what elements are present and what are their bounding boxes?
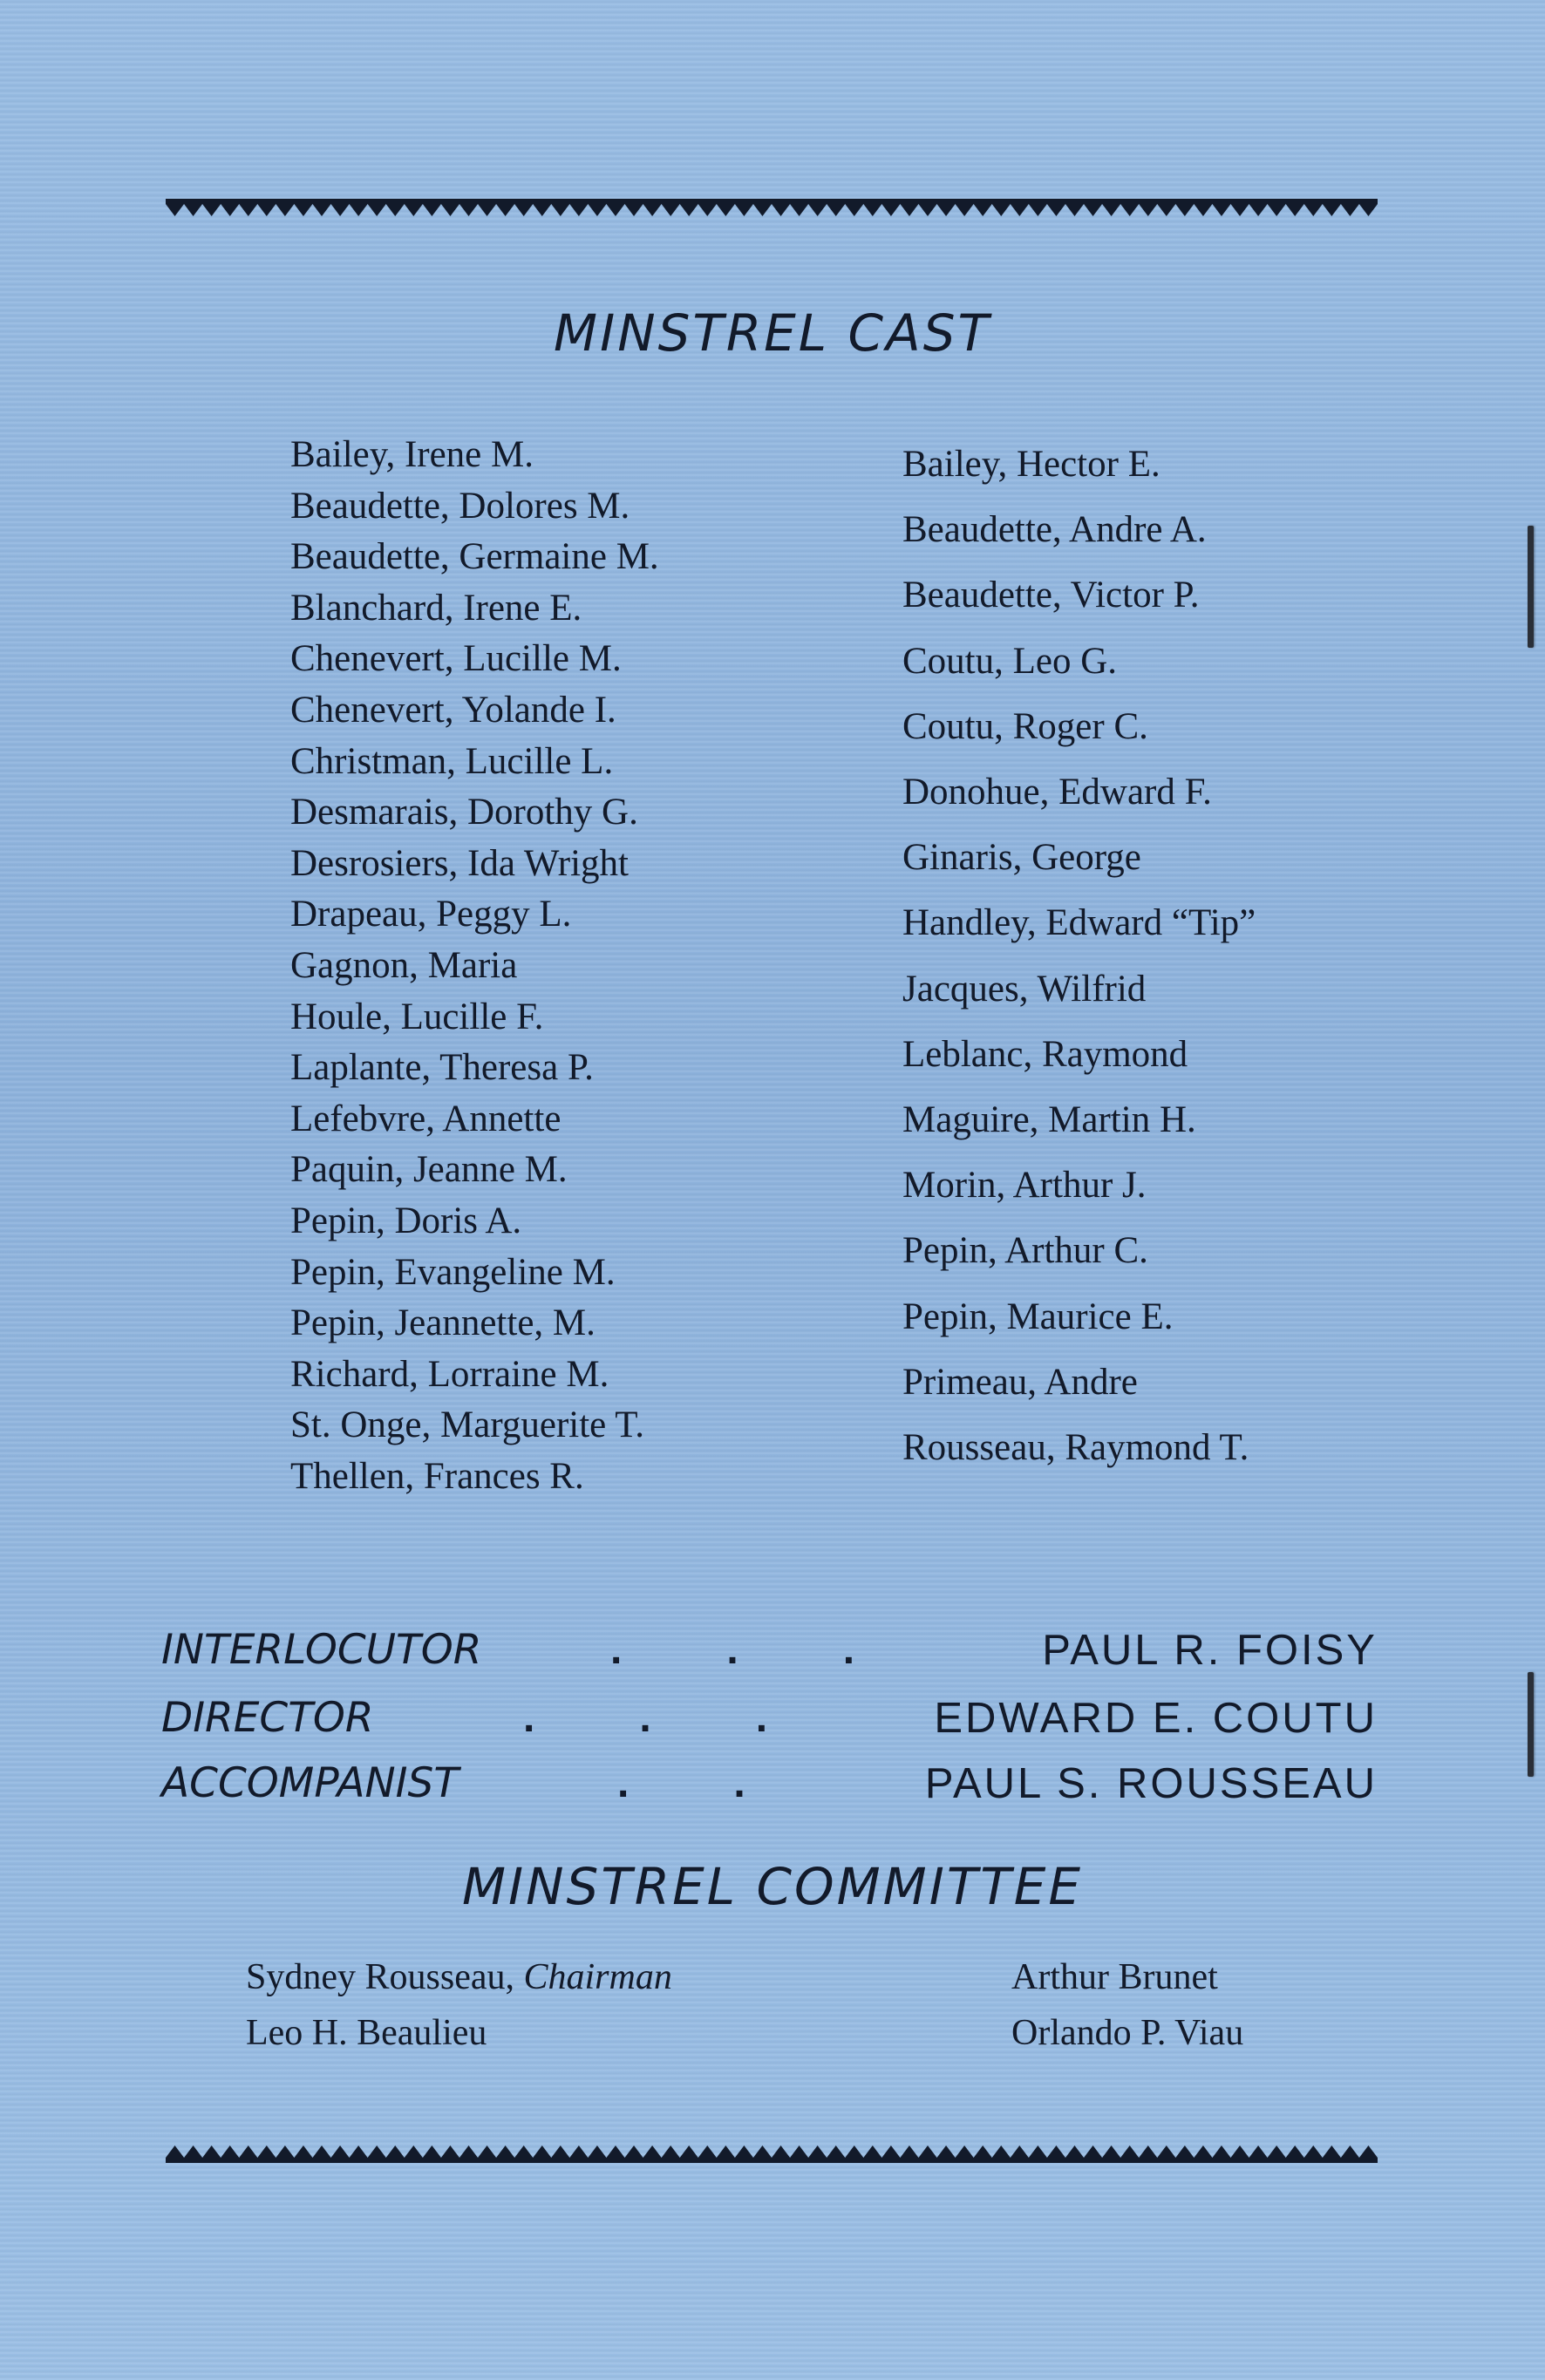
committee-chairman [246, 1949, 672, 2005]
cast-member: Maguire, Martin H. [902, 1099, 1196, 1141]
cast-member: Bailey, Hector E. [902, 444, 1160, 485]
committee-member: Leo H. Beaulieu [246, 2013, 487, 2053]
chairman-title: Chairman [523, 1957, 672, 1997]
cast-member: Desrosiers, Ida Wright [290, 842, 629, 884]
cast-member: Handley, Edward “Tip” [902, 902, 1256, 944]
chairman-name: Sydney Rousseau, [246, 1957, 514, 1997]
cast-member: Beaudette, Germaine M. [290, 536, 659, 578]
cast-list-right [902, 432, 1256, 1480]
cast-member: Morin, Arthur J. [902, 1165, 1147, 1207]
cast-member: Primeau, Andre [902, 1361, 1138, 1403]
cast-member: Donohue, Edward F. [902, 772, 1212, 813]
cast-member: Desmarais, Dorothy G. [290, 792, 638, 833]
accompanist-label: ACCOMPANIST [161, 1759, 459, 1807]
cast-member: Blanchard, Irene E. [290, 587, 582, 629]
cast-member: Coutu, Roger C. [902, 705, 1148, 747]
committee-list-right [1011, 1949, 1243, 2061]
minstrel-committee-title: MINSTREL COMMITTEE [462, 1857, 1083, 1916]
cast-member: Richard, Lorraine M. [290, 1353, 609, 1395]
cast-member: Coutu, Leo G. [902, 640, 1118, 682]
cast-member: Gagnon, Maria [290, 944, 518, 986]
cast-member: Chenevert, Lucille M. [290, 638, 622, 680]
cast-member: Laplante, Theresa P. [290, 1047, 594, 1089]
committee-member: Arthur Brunet [1011, 1957, 1218, 1997]
director-name: EDWARD E. COUTU [934, 1695, 1378, 1742]
cast-member: Lefebvre, Annette [290, 1098, 562, 1139]
cast-member: Rousseau, Raymond T. [902, 1427, 1249, 1469]
cast-member: Beaudette, Victor P. [902, 575, 1200, 616]
bottom-ornamental-border [166, 2142, 1378, 2163]
cast-member: Jacques, Wilfrid [902, 968, 1147, 1010]
leader-dots: . . . [523, 1695, 768, 1741]
cast-member: Houle, Lucille F. [290, 996, 544, 1037]
cast-member: Pepin, Evangeline M. [290, 1251, 616, 1293]
interlocutor-row [0, 1626, 1545, 1687]
committee-member: Orlando P. Viau [1011, 2013, 1244, 2053]
top-ornamental-border [166, 199, 1378, 220]
accompanist-name: PAUL S. ROUSSEAU [924, 1760, 1378, 1807]
director-label: DIRECTOR [161, 1694, 374, 1742]
cast-member: Leblanc, Raymond [902, 1033, 1188, 1075]
cast-member: Beaudette, Andre A. [902, 509, 1207, 551]
cast-member: Christman, Lucille L. [290, 740, 614, 782]
cast-list-left [290, 430, 659, 1502]
cast-member: St. Onge, Marguerite T. [290, 1404, 645, 1446]
cast-member: Pepin, Maurice E. [902, 1295, 1174, 1337]
cast-member: Chenevert, Yolande I. [290, 689, 616, 731]
staple-top [1528, 526, 1534, 648]
cast-member: Thellen, Frances R. [290, 1455, 584, 1497]
cast-member: Pepin, Jeannette, M. [290, 1302, 596, 1344]
cast-member: Beaudette, Dolores M. [290, 485, 630, 527]
director-row [0, 1694, 1545, 1755]
cast-member: Bailey, Irene M. [290, 434, 534, 475]
cast-member: Ginaris, George [902, 837, 1141, 879]
accompanist-row [0, 1759, 1545, 1820]
cast-member: Drapeau, Peggy L. [290, 894, 572, 935]
minstrel-cast-title: MINSTREL CAST [554, 303, 991, 363]
interlocutor-name: PAUL R. FOISY [1042, 1627, 1378, 1674]
interlocutor-label: INTERLOCUTOR [161, 1626, 482, 1674]
cast-member: Paquin, Jeanne M. [290, 1149, 568, 1191]
cast-member: Pepin, Arthur C. [902, 1230, 1148, 1272]
leader-dots: . . . [610, 1627, 855, 1673]
cast-member: Pepin, Doris A. [290, 1200, 522, 1241]
leader-dots: . . [617, 1760, 745, 1806]
committee-list-left [246, 1949, 672, 2061]
